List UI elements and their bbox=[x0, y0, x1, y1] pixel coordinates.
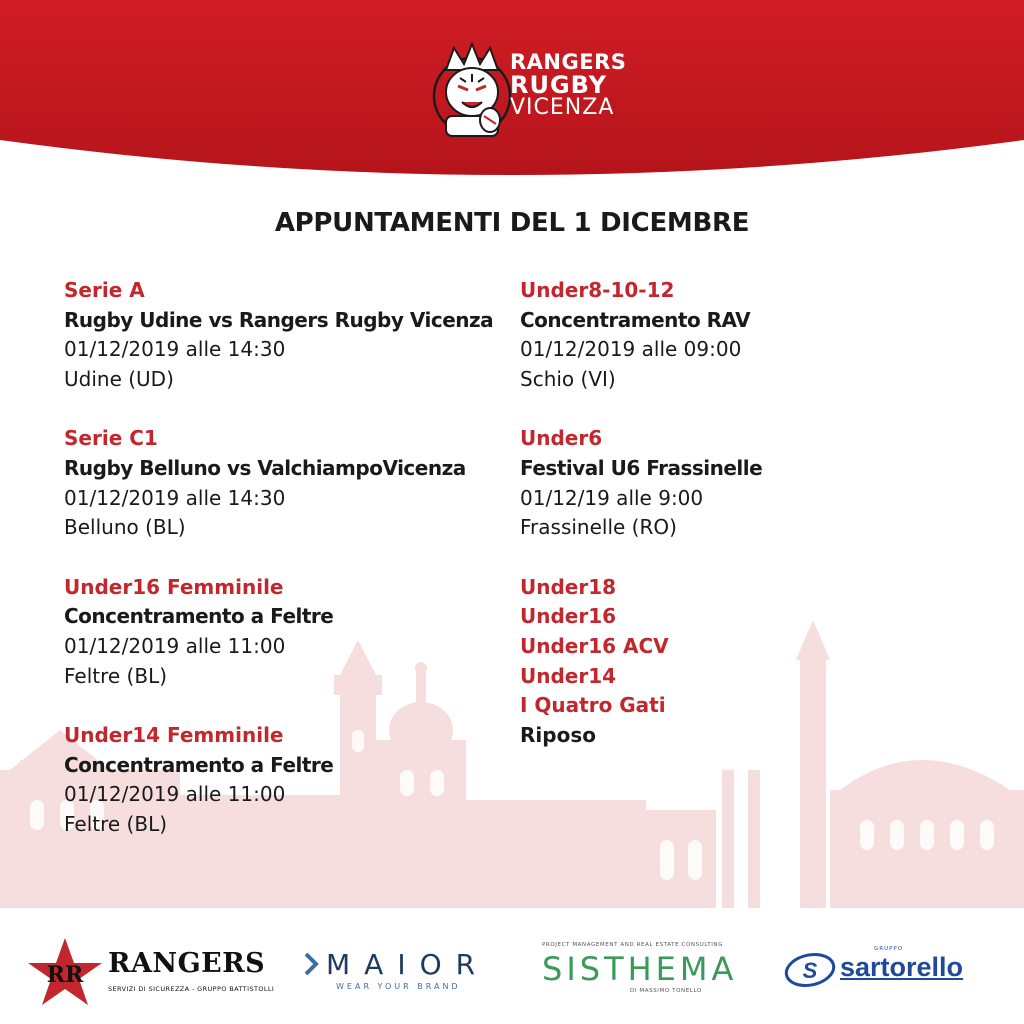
fixture-match: Concentramento a Feltre bbox=[64, 752, 334, 777]
fixture-category: Serie A bbox=[64, 278, 145, 302]
logo-wordmark bbox=[510, 52, 626, 119]
fixture-match: Concentramento a Feltre bbox=[64, 604, 334, 629]
fixture-match: Festival U6 Frassinelle bbox=[520, 455, 763, 480]
fixture-place: Belluno (BL) bbox=[64, 515, 186, 540]
rangers-monogram: RR bbox=[46, 962, 84, 988]
rest-team: Under18 bbox=[520, 574, 617, 599]
fixture-datetime: 01/12/2019 alle 11:00 bbox=[64, 782, 286, 807]
fixture-datetime: 01/12/2019 alle 09:00 bbox=[520, 337, 742, 362]
maior-tagline: WEAR YOUR BRAND bbox=[336, 982, 461, 991]
tiger-mascot-icon bbox=[432, 34, 512, 152]
rest-team: I Quatro Gati bbox=[520, 693, 666, 718]
fixture-match: Rugby Udine vs Rangers Rugby Vicenza bbox=[64, 307, 494, 332]
rest-team: Under14 bbox=[520, 663, 617, 688]
rest-team: Under16 ACV bbox=[520, 633, 669, 658]
sponsor-footer bbox=[0, 908, 1024, 1024]
logo-line-1: RANGERS bbox=[510, 50, 627, 74]
fixture-place: Udine (UD) bbox=[64, 366, 174, 391]
star-icon bbox=[26, 938, 104, 1006]
fixture-match: Rugby Belluno vs ValchiampoVicenza bbox=[64, 455, 466, 480]
maior-name: MAIOR bbox=[326, 948, 490, 981]
fixture-card bbox=[520, 424, 762, 542]
fixture-place: Schio (VI) bbox=[520, 366, 616, 391]
logo-line-3: VICENZA bbox=[510, 95, 615, 120]
sponsor-sartorello bbox=[782, 944, 982, 994]
fixture-category: Under14 Femminile bbox=[64, 723, 284, 748]
fixture-datetime: 01/12/2019 alle 14:30 bbox=[64, 485, 286, 510]
fixture-card bbox=[64, 721, 493, 839]
rest-status: Riposo bbox=[520, 722, 596, 747]
fixture-datetime: 01/12/19 alle 9:00 bbox=[520, 485, 704, 510]
fixture-category: Under16 Femminile bbox=[64, 574, 284, 599]
fixture-datetime: 01/12/2019 alle 11:00 bbox=[64, 633, 286, 658]
fixture-place: Frassinelle (RO) bbox=[520, 515, 677, 540]
sponsor-rangers bbox=[26, 938, 275, 1006]
fixture-place: Feltre (BL) bbox=[64, 811, 168, 836]
fixture-datetime: 01/12/2019 alle 14:30 bbox=[64, 337, 286, 362]
page-title: APPUNTAMENTI DEL 1 DICEMBRE bbox=[274, 208, 750, 238]
fixture-category: Under6 bbox=[520, 426, 603, 451]
rest-team: Under16 bbox=[520, 604, 617, 629]
sartorello-group: GRUPPO bbox=[874, 946, 904, 952]
fixture-category: Under8-10-12 bbox=[520, 278, 675, 302]
fixture-match: Concentramento RAV bbox=[520, 307, 751, 332]
sponsor-sisthema bbox=[538, 942, 738, 1002]
sponsor-maior bbox=[300, 946, 500, 996]
rest-group bbox=[520, 573, 762, 751]
sisthema-bottom-line: DI MASSIMO TONELLO bbox=[630, 988, 702, 994]
chevron-right-icon bbox=[302, 950, 322, 980]
logo-line-2: RUGBY bbox=[510, 71, 608, 99]
schedule-left-column bbox=[64, 276, 493, 870]
fixture-card bbox=[520, 276, 762, 394]
rangers-name: RANGERS bbox=[108, 948, 266, 979]
sartorello-monogram: S bbox=[802, 958, 818, 983]
schedule-right-column bbox=[520, 276, 762, 780]
club-logo bbox=[432, 34, 642, 152]
sisthema-name: SISTHEMA bbox=[542, 950, 738, 988]
fixture-place: Feltre (BL) bbox=[64, 663, 168, 688]
fixture-card bbox=[64, 573, 493, 691]
sartorello-name: sartorello bbox=[840, 952, 964, 982]
sartorello-emblem-icon bbox=[784, 950, 836, 990]
sisthema-top-line: PROJECT MANAGEMENT AND REAL ESTATE CONSULTING bbox=[542, 942, 723, 948]
rangers-tagline: SERVIZI DI SICUREZZA - GRUPPO BATTISTOLLI bbox=[108, 985, 275, 993]
fixture-card bbox=[64, 424, 493, 542]
fixture-card bbox=[64, 276, 493, 394]
fixture-category: Serie C1 bbox=[64, 426, 158, 451]
